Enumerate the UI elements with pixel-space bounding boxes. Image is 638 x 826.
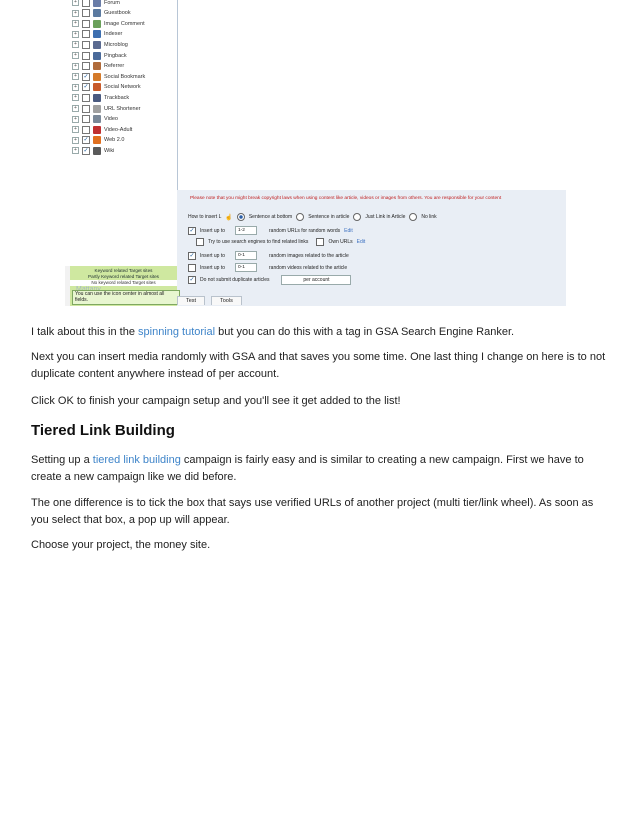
insert-videos-row <box>188 263 347 272</box>
icon-tip: You can use the icon center in almost all fields. <box>72 290 180 305</box>
platform-icon <box>93 147 101 155</box>
urls-text: random URLs for random words <box>269 227 341 234</box>
tree-item-label: Trackback <box>104 94 130 101</box>
platform-icon <box>93 105 101 113</box>
insert-link-row <box>188 213 437 221</box>
insert-link-label: How to insert L <box>188 214 222 220</box>
tree-item-checkbox[interactable] <box>82 105 90 113</box>
expand-icon[interactable]: + <box>72 73 79 80</box>
search-engines-checkbox[interactable] <box>196 238 204 246</box>
expand-icon[interactable]: + <box>72 105 79 112</box>
tree-item[interactable] <box>72 8 131 19</box>
images-text: random images related to the article <box>269 252 349 259</box>
radio-sentence-article[interactable] <box>296 213 304 221</box>
tree-item[interactable] <box>72 18 145 29</box>
tree-item-label: Forum <box>104 0 120 6</box>
own-urls-label: Own URLs <box>328 239 353 245</box>
videos-count-input[interactable]: 0-1 <box>235 263 257 272</box>
tree-item[interactable] <box>72 50 127 61</box>
expand-icon[interactable]: + <box>72 41 79 48</box>
paragraph-difference: The one difference is to tick the box that says use verified URLs of another project (multi tier/link wheel). As soon as you select that box, a pop up will appear. <box>31 497 594 526</box>
own-urls-edit-link[interactable]: Edit <box>356 239 366 245</box>
tree-item-label: Image Comment <box>104 20 145 27</box>
images-count-input[interactable]: 0-1 <box>235 251 257 260</box>
tree-item-checkbox[interactable] <box>82 41 90 49</box>
tree-item-checkbox[interactable] <box>82 62 90 70</box>
tree-item-label: Video-Adult <box>104 126 133 133</box>
platform-icon <box>93 9 101 17</box>
expand-icon[interactable]: + <box>72 147 79 154</box>
tree-item-label: URL Shortener <box>104 105 141 112</box>
search-engines-label: Try to use search engines to find related links <box>208 239 309 245</box>
expand-icon[interactable]: + <box>72 137 79 144</box>
paragraph-click-ok: Click OK to finish your campaign setup and you'll see it get added to the list! <box>31 395 401 407</box>
tree-item[interactable] <box>72 92 129 103</box>
tree-item-checkbox[interactable] <box>82 0 90 7</box>
expand-icon[interactable]: + <box>72 116 79 123</box>
tree-item-checkbox[interactable] <box>82 52 90 60</box>
expand-icon[interactable]: + <box>72 10 79 17</box>
platform-icon <box>93 83 101 91</box>
insert-urls-checkbox[interactable]: ✓ <box>189 227 195 234</box>
duplicate-row <box>188 275 351 285</box>
videos-text: random videos related to the article <box>269 264 348 271</box>
platform-icon <box>93 94 101 102</box>
paragraph-spinning <box>31 324 613 341</box>
platform-icon <box>93 0 101 7</box>
tree-item-label: Video <box>104 116 118 123</box>
expand-icon[interactable]: + <box>72 84 79 91</box>
tree-item-checkbox[interactable]: ✓ <box>83 147 89 154</box>
cursor-icon: ☝ <box>225 214 233 221</box>
tiered-link-building-link[interactable]: tiered link building <box>92 454 181 466</box>
duplicate-label: Do not submit duplicate articles <box>200 277 270 283</box>
expand-icon[interactable]: + <box>72 52 79 59</box>
p4-text-before: Setting up a <box>31 454 93 466</box>
platform-icon <box>93 136 101 144</box>
tree-item[interactable] <box>72 114 118 125</box>
platform-icon <box>93 73 101 81</box>
tree-item[interactable] <box>72 29 122 40</box>
tree-item-label: Pingback <box>104 52 127 59</box>
insert-images-label: Insert up to <box>200 252 226 259</box>
insert-videos-checkbox[interactable] <box>188 264 196 272</box>
platform-tree <box>65 0 178 266</box>
radio-label-3: No link <box>421 214 437 220</box>
tree-item-checkbox[interactable] <box>82 20 90 28</box>
expand-icon[interactable]: + <box>72 63 79 70</box>
tree-item-checkbox[interactable] <box>82 94 90 102</box>
tree-item-label: Web 2.0 <box>104 137 125 144</box>
tree-item-label: Social Network <box>104 84 141 91</box>
per-account-select[interactable]: per account <box>281 275 351 285</box>
tree-item-label: Referrer <box>104 63 125 70</box>
tree-item[interactable] <box>72 61 124 72</box>
tab-test[interactable]: Test <box>177 296 205 305</box>
tree-item[interactable] <box>72 82 141 93</box>
paragraph-media: Next you can insert media randomly with GSA and that saves you some time. One last thing I change on here is to not duplicate content anywhere instead of per account. <box>31 351 606 380</box>
radio-sentence-bottom[interactable] <box>237 213 245 221</box>
legend-not-related: No keyword related Target sites <box>70 280 177 286</box>
p4-text-after: campaign is fairly easy and is similar to creating a new campaign. First we have to create a new campaign like we did before. <box>31 454 584 483</box>
duplicate-checkbox[interactable]: ✓ <box>189 277 195 283</box>
insert-urls-row <box>188 226 353 235</box>
tab-tools[interactable]: Tools <box>211 296 242 305</box>
expand-icon[interactable]: + <box>72 20 79 27</box>
tree-item[interactable] <box>72 71 145 82</box>
urls-count-input[interactable]: 1-2 <box>235 226 257 235</box>
legend-partly-related: Partly Keyword related Target sites <box>88 274 159 279</box>
insert-videos-label: Insert up to <box>200 264 226 271</box>
tree-item-checkbox[interactable]: ✓ <box>83 73 89 80</box>
tree-item-checkbox[interactable] <box>82 126 90 134</box>
radio-just-link[interactable] <box>353 213 361 221</box>
radio-label-2: Just Link in Article <box>365 214 406 220</box>
search-engines-row <box>196 238 365 246</box>
section-heading: Tiered Link Building <box>31 422 175 439</box>
insert-images-checkbox[interactable]: ✓ <box>189 252 195 259</box>
expand-icon[interactable]: + <box>72 0 79 6</box>
tree-item-label: Microblog <box>104 41 128 48</box>
tree-item-label: Wiki <box>104 147 115 154</box>
p1-text-before: I talk about this in the <box>31 326 139 338</box>
paragraph-tiered <box>31 452 613 486</box>
tree-item[interactable] <box>72 145 114 156</box>
tree-item-checkbox[interactable]: ✓ <box>83 137 89 144</box>
options-bottom <box>177 190 566 306</box>
platform-icon <box>93 126 101 134</box>
expand-icon[interactable]: + <box>72 126 79 133</box>
tree-item[interactable] <box>72 103 140 114</box>
tree-item-checkbox[interactable] <box>82 30 90 38</box>
paragraph-choose-project: Choose your project, the money site. <box>31 539 211 551</box>
insert-urls-label: Insert up to <box>200 227 226 234</box>
p1-text-after: but you can do this with a tag in GSA Search Engine Ranker. <box>215 326 515 338</box>
own-urls-checkbox[interactable] <box>316 238 324 246</box>
urls-edit-link[interactable]: Edit <box>344 227 353 234</box>
software-screenshot <box>65 0 566 306</box>
tree-item[interactable] <box>72 39 128 50</box>
platform-icon <box>93 41 101 49</box>
tree-item-label: Guestbook <box>104 10 131 17</box>
platform-icon <box>93 62 101 70</box>
platform-icon <box>93 115 101 123</box>
spinning-tutorial-link[interactable]: spinning tutorial <box>138 326 216 338</box>
insert-images-row <box>188 251 349 260</box>
expand-icon[interactable]: + <box>72 31 79 38</box>
tree-item[interactable] <box>72 124 132 135</box>
target-site-legend <box>70 266 177 306</box>
radio-label-0: Sentence at bottom <box>248 214 293 220</box>
platform-icon <box>93 30 101 38</box>
expand-icon[interactable]: + <box>72 94 79 101</box>
radio-label-1: Sentence in article <box>308 214 350 220</box>
radio-no-link[interactable] <box>409 213 417 221</box>
copyright-note: Please note that you might break copyright laws when using content like article, videos or images from others. You are responsible for your content <box>190 196 502 201</box>
tree-item-checkbox[interactable]: ✓ <box>83 84 89 91</box>
tree-item-label: Social Bookmark <box>104 73 146 80</box>
tree-item-checkbox[interactable] <box>82 9 90 17</box>
options-panel <box>177 0 566 190</box>
tree-item-checkbox[interactable] <box>82 115 90 123</box>
platform-icon <box>93 20 101 28</box>
platform-icon <box>93 52 101 60</box>
tree-item[interactable] <box>72 135 124 146</box>
legend-keyword-related: Keyword related Target sites <box>94 268 153 273</box>
tree-item-label: Indexer <box>104 31 123 38</box>
